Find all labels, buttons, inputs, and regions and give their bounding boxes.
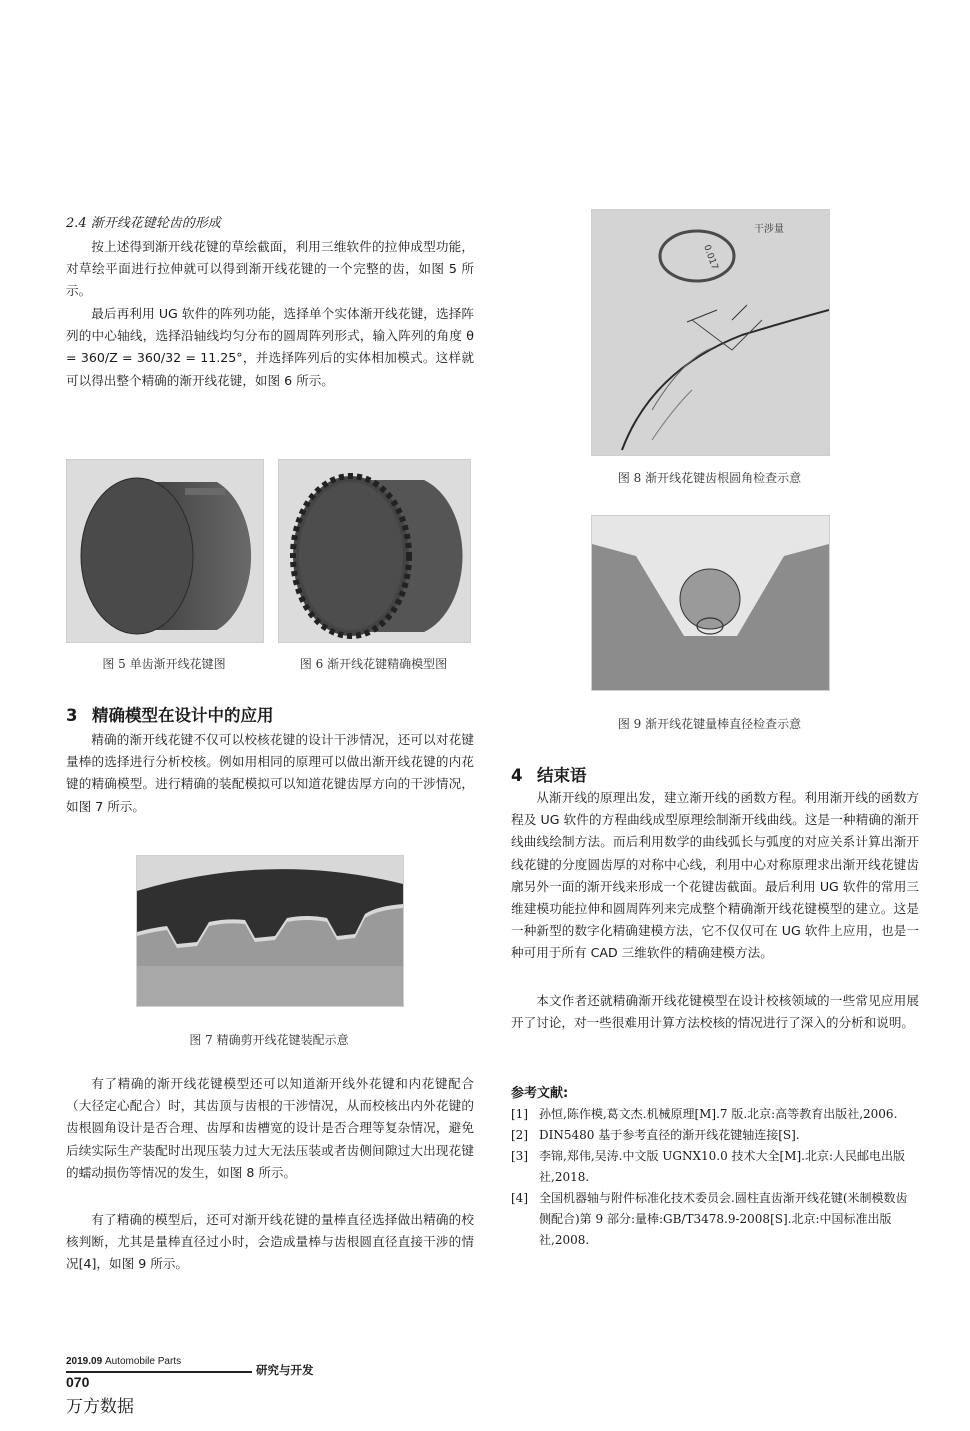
figure-5-single-tooth-spline bbox=[66, 459, 264, 643]
footer-journal: Automobile Parts bbox=[104, 1356, 182, 1367]
figure-8-root-fillet-check bbox=[591, 209, 830, 456]
reference-text: 全国机器轴与附件标准化技术委员会.圆柱直齿渐开线花键(米制模数齿侧配合)第 9 部分:量棒:GB/T3478.9-2008[S].北京:中国标准出版社,2008. bbox=[539, 1191, 908, 1247]
reference-number: [4] bbox=[511, 1191, 528, 1205]
figure-9-caption: 图 9 渐开线花键量棒直径检查示意 bbox=[617, 717, 802, 731]
section-3-paragraph-2: 有了精确的渐开线花键模型还可以知道渐开线外花键和内花键配合（大径定心配合）时，其齿顶与齿根的干涉情况，从而校核出内外花键的齿根圆角设计是否合理、齿厚和齿槽宽的设计是否合理等复杂情况，避免后续实际生产装配时出现压装力过大无法压装或者齿侧间隙过大出现花键的蠕动损伤等情况的发生，如图 8 所示。 bbox=[66, 1076, 474, 1180]
section-3-heading bbox=[66, 702, 474, 726]
reference-item bbox=[511, 1104, 919, 1125]
section-2-4-heading: 2.4 渐开线花键轮齿的形成 bbox=[66, 216, 221, 231]
figure-5-caption: 图 5 单齿渐开线花键图 bbox=[102, 657, 226, 671]
figure-9-measuring-pin-check bbox=[591, 515, 830, 691]
footer-issue-line bbox=[66, 1356, 181, 1367]
references-list bbox=[511, 1104, 919, 1251]
section-2-4-paragraph-2: 最后再利用 UG 软件的阵列功能，选择单个实体渐开线花键，选择阵列的中心轴线，选择沿轴线均匀分布的圆周阵列形式，输入阵列的角度 θ = 360/Z = 360/32 = 11.25°，并选择阵列后的实体相加模式。这样就可以得出整个精确的渐开线花键，如图 6 所示。 bbox=[66, 306, 474, 388]
section-4-paragraph-1: 从渐开线的原理出发，建立渐开线的函数方程。利用渐开线的函数方程及 UG 软件的方程曲线成型原理绘制渐开线曲线。这是一种精确的渐开线曲线绘制方法。而后利用数学的曲线弧长与弧度的对应关系计算出渐开线花键的分度圆齿厚的对称中心线，利用中心对称原理求出渐开线花键齿廓另外一面的渐开线来形成一个花键齿截面。最后利用 UG 软件的常用三维建模功能拉伸和圆周阵列来完成整个精确渐开线花键模型的建立。这是一种新型的数字化精确建模方法，它不仅仅可在 UG 软件上应用，也是一种可用于所有 CAD 三维软件的精确建模方法。 bbox=[511, 790, 919, 961]
footer-section: 研究与开发 bbox=[256, 1363, 314, 1377]
section-3-title: 精确模型在设计中的应用 bbox=[92, 706, 274, 725]
reference-text: 孙恒,陈作模,葛文杰.机械原理[M].7 版.北京:高等教育出版社,2006. bbox=[539, 1107, 898, 1121]
reference-text: DIN5480 基于参考直径的渐开线花键轴连接[S]. bbox=[539, 1128, 800, 1142]
figure-8-caption: 图 8 渐开线花键齿根圆角检查示意 bbox=[617, 471, 802, 485]
section-3-number: 3 bbox=[66, 706, 78, 725]
reference-number: [3] bbox=[511, 1149, 528, 1163]
section-2-4-paragraph-1: 按上述得到渐开线花键的草绘截面，利用三维软件的拉伸成型功能，对草绘平面进行拉伸就可以得到渐开线花键的一个完整的齿，如图 5 所示。 bbox=[66, 239, 474, 299]
figure-7-spline-assembly bbox=[136, 855, 404, 1007]
section-3-paragraph-1: 精确的渐开线花键不仅可以校核花键的设计干涉情况，还可以对花键量棒的选择进行分析校核。例如用相同的原理可以做出渐开线花键的内花键的精确模型。进行精确的装配模拟可以知道花键齿厚方向的干涉情况，如图 7 所示。 bbox=[66, 732, 474, 814]
section-4-heading bbox=[511, 762, 919, 786]
footer-issue: 2019.09 bbox=[66, 1356, 103, 1367]
section-4-number: 4 bbox=[511, 766, 523, 785]
figure-6-caption: 图 6 渐开线花键精确模型图 bbox=[299, 657, 448, 671]
figure-8-value-label: 0.017 bbox=[701, 243, 720, 272]
reference-text: 李锦,郑伟,吴涛.中文版 UGNX10.0 技术大全[M].北京:人民邮电出版社,2018. bbox=[539, 1149, 906, 1184]
reference-item bbox=[511, 1125, 919, 1146]
reference-number: [1] bbox=[511, 1107, 528, 1121]
figure-6-spline-precision-model bbox=[278, 459, 471, 643]
section-3-paragraph-3: 有了精确的模型后，还可对渐开线花键的量棒直径选择做出精确的校核判断，尤其是量棒直径过小时，会造成量棒与齿根圆直径直接干涉的情况[4]，如图 9 所示。 bbox=[66, 1212, 474, 1272]
section-4-title: 结束语 bbox=[537, 766, 587, 785]
references-heading: 参考文献: bbox=[511, 1086, 569, 1101]
footer-watermark: 万方数据 bbox=[66, 1397, 134, 1417]
reference-number: [2] bbox=[511, 1128, 528, 1142]
reference-item bbox=[511, 1146, 919, 1188]
footer-page-number: 070 bbox=[66, 1374, 90, 1390]
figure-7-caption: 图 7 精确剪开线花键装配示意 bbox=[189, 1033, 349, 1047]
section-4-paragraph-2: 本文作者还就精确渐开线花键模型在设计校核领域的一些常见应用展开了讨论，对一些很难用计算方法校核的情况进行了深入的分析和说明。 bbox=[511, 993, 919, 1031]
reference-item bbox=[511, 1188, 919, 1251]
figure-8-interference-label: 干涉量 bbox=[754, 224, 784, 235]
footer-rule bbox=[66, 1371, 252, 1373]
